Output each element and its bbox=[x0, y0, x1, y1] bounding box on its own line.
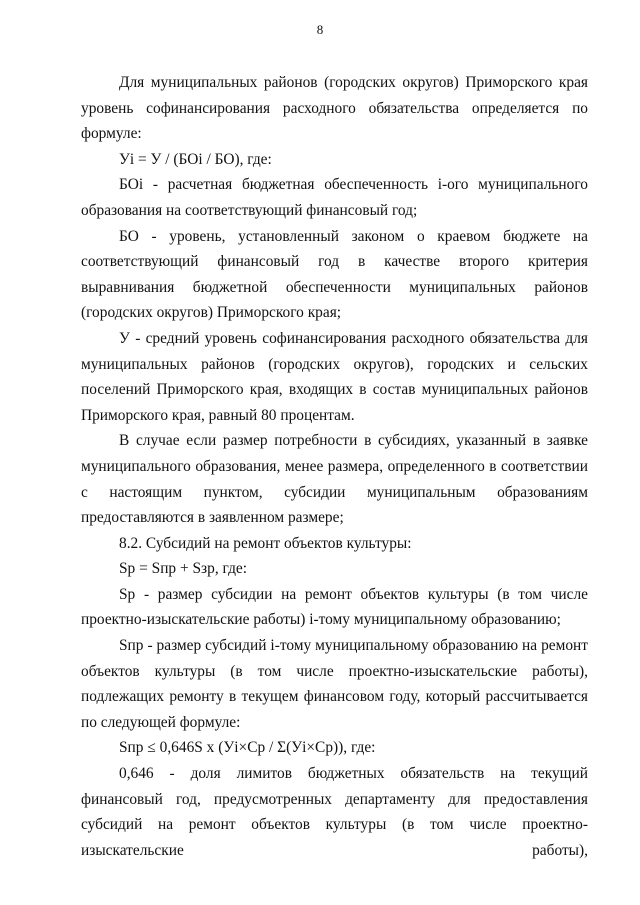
section-8-2-heading: 8.2. Субсидий на ремонт объектов культуры: bbox=[119, 534, 412, 552]
definition-spr: Sпр - размер субсидий i-тому муниципальному образованию на ремонт объектов культуры (в том числе проектно-изыскательские работы), подлежащих ремонту в текущем финансовом году, который рассчитывается по следующей формуле: bbox=[81, 637, 588, 731]
formula-yi: Уi = У / (БОi / БО), где: bbox=[119, 150, 272, 168]
definition-y: У - средний уровень софинансирования расходного обязательства для муниципальных районов (городских округов), городских и сельских поселений Приморского края, входящих в состав муниципальных районов Приморского края, равный 80 процентам. bbox=[81, 329, 588, 424]
document-body bbox=[81, 70, 588, 863]
paragraph-cofinancing-intro: Для муниципальных районов (городских округов) Приморского края уровень софинансирования расходного обязательства определяется по формуле: bbox=[81, 74, 588, 143]
definition-sr: Sр - размер субсидии на ремонт объектов культуры (в том числе проектно-изыскательские работы) i-тому муниципальному образованию; bbox=[81, 585, 588, 629]
definition-boi: БОi - расчетная бюджетная обеспеченность i-ого муниципального образования на соответствующий финансовый год; bbox=[81, 176, 588, 219]
formula-spr: Sпр ≤ 0,646S х (Уi×Ср / Σ(Уi×Ср)), где: bbox=[119, 739, 376, 757]
paragraph-subsidy-need: В случае если размер потребности в субсидиях, указанный в заявке муниципального образования, менее размера, определенного в соответствии с настоящим пунктом, субсидии муниципальным образованиям предоставляются в заявленном размере; bbox=[81, 432, 588, 527]
definition-0646: 0,646 - доля лимитов бюджетных обязательств на текущий финансовый год, предусмотренных департаменту для предоставления субсидий на ремонт объектов культуры (в том числе проектно-изыскательские работы), bbox=[81, 765, 588, 859]
formula-sr: Sр = Sпр + Sзр, где: bbox=[119, 560, 248, 578]
page-number: 8 bbox=[316, 22, 324, 37]
definition-bo: БО - уровень, установленный законом о краевом бюджете на соответствующий финансовый год в качестве второго критерия выравнивания бюджетной обеспеченности муниципальных районов (городских округов) Приморского края; bbox=[81, 227, 588, 322]
